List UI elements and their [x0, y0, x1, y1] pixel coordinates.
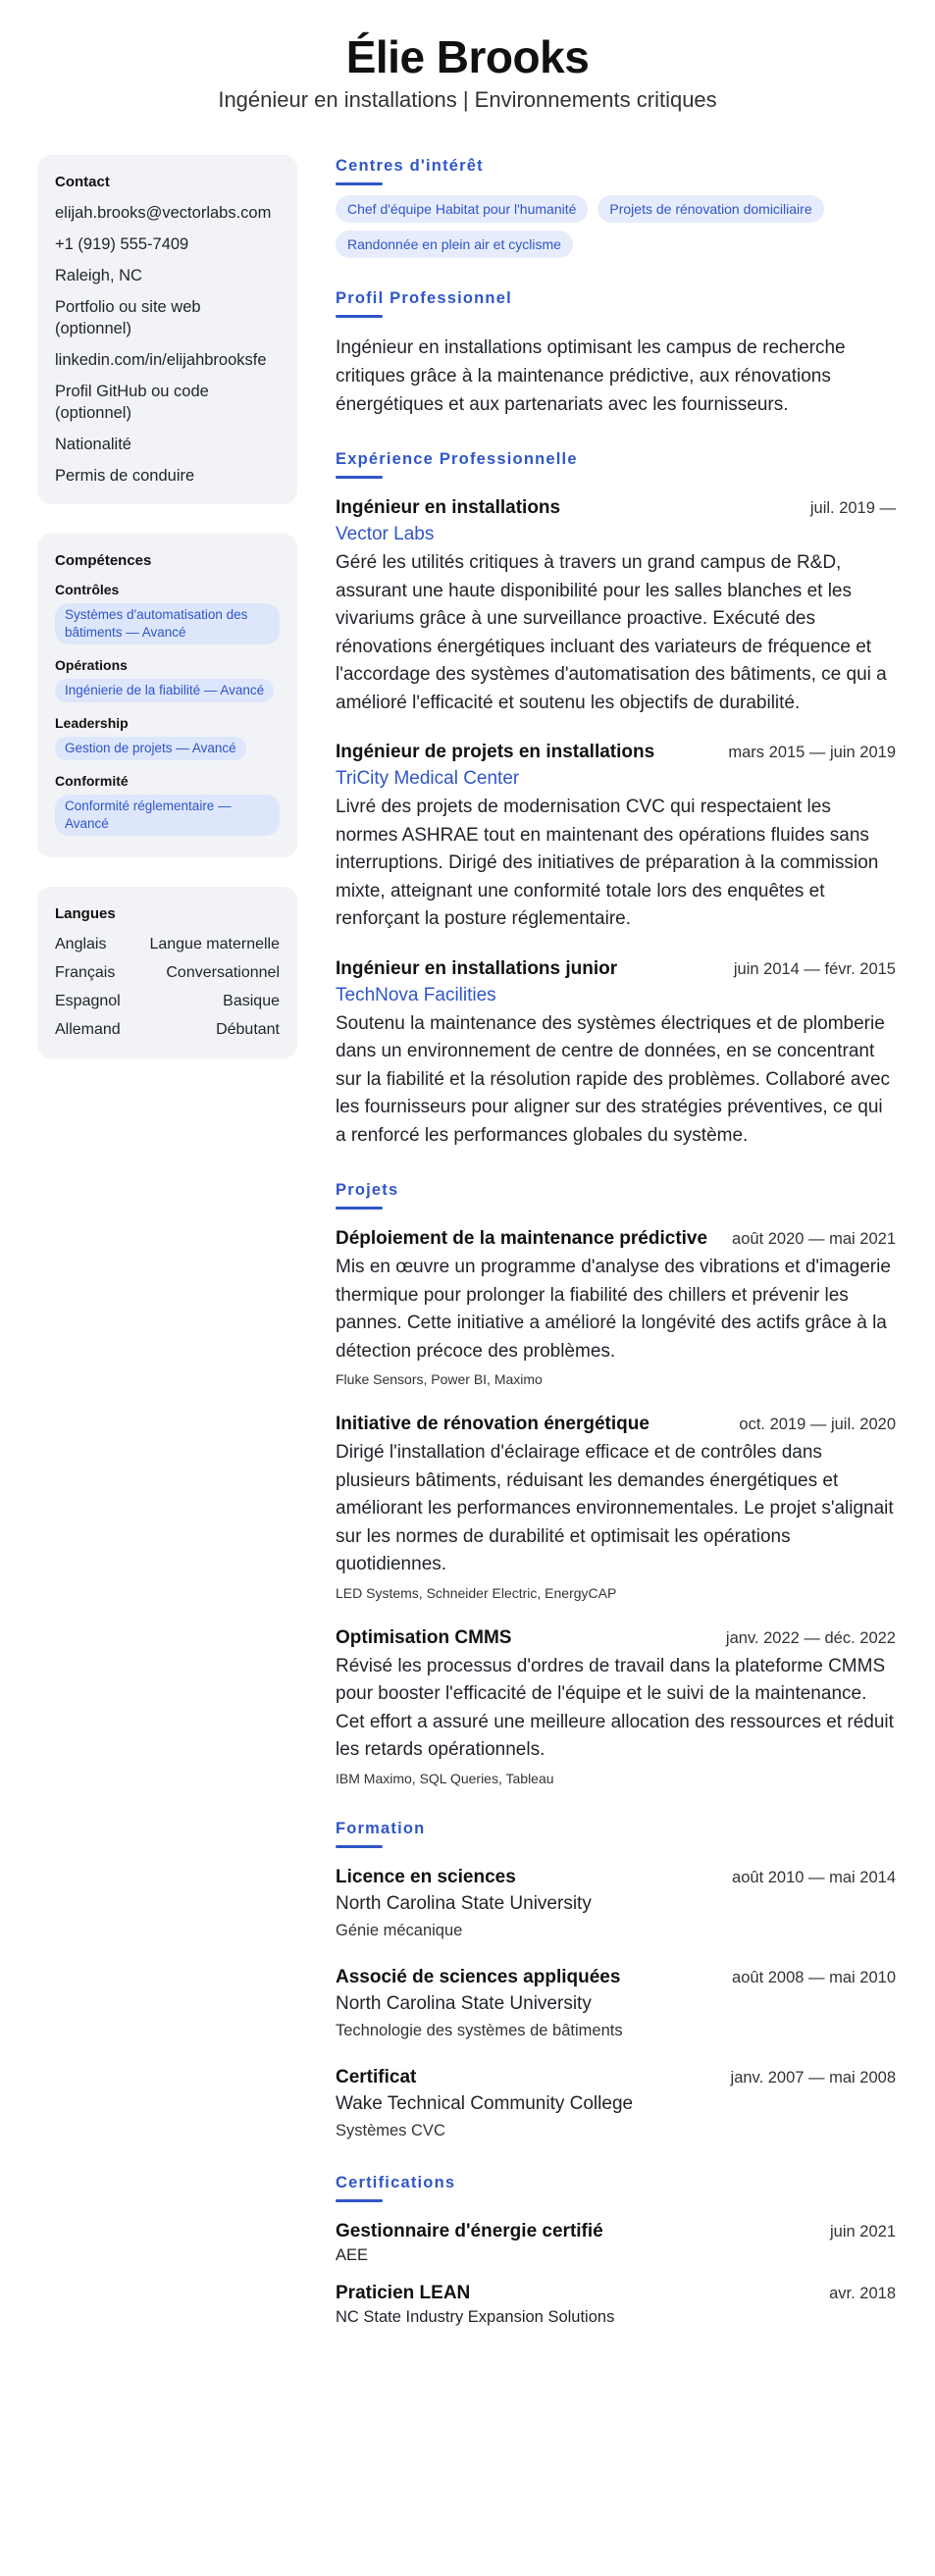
project-title: Déploiement de la maintenance prédictive: [336, 1228, 708, 1249]
study-field: Génie mécanique: [336, 1921, 463, 1939]
education-entry: [336, 1864, 896, 1942]
section-title: Profil Professionnel: [336, 289, 512, 307]
section-divider: [336, 315, 383, 318]
project-tech: LED Systems, Schneider Electric, EnergyCAP: [336, 1584, 617, 1601]
project-description: Révisé les processus d'ordres de travail dans la plateforme CMMS pour booster l'efficacité de l'équipe et le suivi de la maintenance. Cet effort a assuré une meilleure allocation des ressources et réduit les retards opérationnels.: [336, 1655, 894, 1760]
certification-issuer: NC State Industry Expansion Solutions: [336, 2307, 615, 2326]
school-name: North Carolina State University: [336, 1892, 592, 1914]
contact-nationality: Nationalité: [55, 436, 131, 453]
project-tech: IBM Maximo, SQL Queries, Tableau: [336, 1770, 554, 1786]
project-title: Optimisation CMMS: [336, 1626, 512, 1648]
education-date: août 2008 — mai 2010: [732, 1968, 896, 1986]
job-description: Soutenu la maintenance des systèmes électriques et de plomberie dans un environnement de centre de données, en se concentrant sur la fiabilité et la résolution rapide des problèmes. Collaboré avec les fournisseurs pour aligner sur des stratégies préventives, ce qui a renforcé les performances globales du système.: [336, 1012, 891, 1146]
certification-entry: [336, 2280, 896, 2328]
section-title: Projets: [336, 1181, 399, 1199]
company-name: TriCity Medical Center: [336, 768, 520, 789]
interests-chips: [336, 195, 896, 258]
resume-header: [0, 29, 935, 114]
skills-card: [37, 534, 297, 857]
skill-group: [55, 714, 280, 760]
education-entry: [336, 2064, 896, 2142]
language-name: Allemand: [55, 1021, 121, 1038]
company-name: Vector Labs: [336, 524, 435, 544]
certification-issuer: AEE: [336, 2245, 369, 2264]
study-field: Technologie des systèmes de bâtiments: [336, 2021, 623, 2039]
interest-chip: Projets de rénovation domiciliaire: [597, 195, 823, 223]
main-column: [336, 155, 896, 2357]
degree-title: Certificat: [336, 2066, 417, 2087]
skill-group: [55, 581, 280, 644]
skill-chip: Ingénierie de la fiabilité — Avancé: [55, 679, 274, 702]
experience-entry: [336, 494, 896, 717]
section-title: Centres d'intérêt: [336, 157, 484, 175]
candidate-subtitle: Ingénieur en installations | Environnements critiques: [218, 87, 717, 112]
contact-card: [37, 155, 297, 504]
projects-section: [336, 1179, 896, 1788]
job-description: Géré les utilités critiques à travers un grand campus de R&D, assurant une haute disponibilité pour les salles blanches et les vivariums grâce à une surveillance proactive. Exécuté des rénovations énergétiques incluant des variateurs de fréquence et l'accordage des systèmes d'automatisation des bâtiments, ce qui a amélioré l'efficacité et soutenu les objectifs de durabilité.: [336, 552, 887, 713]
language-level: Basique: [223, 993, 280, 1009]
job-title: Ingénieur en installations: [336, 497, 561, 518]
project-title: Initiative de rénovation énergétique: [336, 1414, 649, 1434]
skill-group: [55, 772, 280, 836]
skills-title: Compétences: [55, 552, 152, 569]
section-title: Formation: [336, 1819, 426, 1837]
candidate-name: Élie Brooks: [345, 31, 590, 82]
skill-group: [55, 656, 280, 702]
interest-chip: Chef d'équipe Habitat pour l'humanité: [336, 195, 588, 223]
language-row: [55, 962, 280, 984]
project-description: Dirigé l'installation d'éclairage efficace et de contrôles dans plusieurs bâtiments, réduisant les demandes énergétiques et améliorant les performances environnementales. Le projet s'alignait sur les normes de durabilité et optimisait les opérations quotidiennes.: [336, 1442, 894, 1574]
section-divider: [336, 2199, 383, 2202]
experience-entry: [336, 739, 896, 934]
language-level: Conversationnel: [166, 964, 280, 981]
project-date: oct. 2019 — juil. 2020: [739, 1416, 896, 1433]
degree-title: Licence en sciences: [336, 1866, 516, 1887]
interest-chip: Randonnée en plein air et cyclisme: [336, 231, 573, 258]
school-name: North Carolina State University: [336, 1992, 592, 2014]
job-title: Ingénieur de projets en installations: [336, 742, 655, 762]
project-date: août 2020 — mai 2021: [732, 1230, 896, 1248]
profile-summary: Ingénieur en installations optimisant les campus de recherche critiques grâce à la maintenance prédictive, aux rénovations énergétiques et aux partenariats avec les fournisseurs.: [336, 337, 846, 415]
experience-entry: [336, 955, 896, 1151]
contact-phone[interactable]: +1 (919) 555-7409: [55, 235, 189, 253]
contact-email[interactable]: elijah.brooks@vectorlabs.com: [55, 204, 272, 222]
certifications-section: [336, 2172, 896, 2328]
interests-section: [336, 155, 896, 258]
education-entry: [336, 1964, 896, 2042]
language-row: [55, 934, 280, 955]
job-title: Ingénieur en installations junior: [336, 957, 618, 979]
language-row: [55, 991, 280, 1012]
language-level: Débutant: [216, 1021, 280, 1038]
contact-license: Permis de conduire: [55, 467, 195, 485]
job-description: Livré des projets de modernisation CVC qui respectaient les normes ASHRAE tout en maintenant des opérations fluides sans interruptions. Dirigé des initiatives de préparation à la commission mixte, atteignant une conformité totale lors des enquêtes et renforçant la posture réglementaire.: [336, 797, 879, 929]
education-date: août 2010 — mai 2014: [732, 1868, 896, 1886]
education-section: [336, 1818, 896, 2142]
section-title: Certifications: [336, 2173, 456, 2191]
project-entry: [336, 1225, 896, 1389]
contact-location: Raleigh, NC: [55, 267, 142, 284]
profile-section: [336, 287, 896, 419]
section-divider: [336, 182, 383, 185]
school-name: Wake Technical Community College: [336, 2092, 634, 2114]
study-field: Systèmes CVC: [336, 2121, 445, 2139]
job-date: mars 2015 — juin 2019: [728, 744, 896, 761]
certification-name: Praticien LEAN: [336, 2282, 471, 2303]
company-name: TechNova Facilities: [336, 984, 496, 1005]
certification-date: juin 2021: [830, 2222, 896, 2241]
degree-title: Associé de sciences appliquées: [336, 1966, 621, 1987]
contact-portfolio: Portfolio ou site web (optionnel): [55, 298, 201, 337]
section-divider: [336, 1845, 383, 1848]
education-date: janv. 2007 — mai 2008: [730, 2068, 896, 2087]
certification-date: avr. 2018: [829, 2284, 896, 2302]
job-date: juil. 2019 —: [809, 499, 896, 517]
skill-label: Opérations: [55, 657, 128, 673]
language-row: [55, 1019, 280, 1041]
skill-label: Conformité: [55, 773, 129, 789]
project-tech: Fluke Sensors, Power BI, Maximo: [336, 1371, 543, 1387]
project-entry: [336, 1624, 896, 1788]
language-name: Espagnol: [55, 993, 121, 1009]
project-description: Mis en œuvre un programme d'analyse des vibrations et d'imagerie thermique pour prolonger la fiabilité des chillers et prévenir les pannes. Cette initiative a amélioré la longévité des actifs grâce à la détection précoce des problèmes.: [336, 1257, 891, 1362]
certification-name: Gestionnaire d'énergie certifié: [336, 2220, 603, 2241]
language-level: Langue maternelle: [149, 936, 280, 953]
skill-chip: Systèmes d'automatisation des bâtiments — Avancé: [55, 603, 280, 644]
project-date: janv. 2022 — déc. 2022: [725, 1628, 896, 1647]
language-name: Français: [55, 964, 116, 981]
job-date: juin 2014 — févr. 2015: [733, 959, 896, 978]
project-entry: [336, 1411, 896, 1603]
language-name: Anglais: [55, 936, 107, 953]
languages-title: Langues: [55, 905, 116, 922]
skill-label: Leadership: [55, 715, 129, 731]
contact-linkedin[interactable]: linkedin.com/in/elijahbrooksfe: [55, 351, 267, 369]
languages-card: [37, 887, 297, 1058]
skill-chip: Gestion de projets — Avancé: [55, 737, 246, 760]
contact-title: Contact: [55, 174, 110, 190]
section-divider: [336, 1207, 383, 1210]
certification-entry: [336, 2218, 896, 2266]
contact-github: Profil GitHub ou code (optionnel): [55, 383, 209, 422]
sidebar: [37, 155, 297, 1088]
section-divider: [336, 476, 383, 479]
skill-label: Contrôles: [55, 582, 120, 597]
section-title: Expérience Professionnelle: [336, 450, 578, 468]
experience-section: [336, 448, 896, 1150]
skill-chip: Conformité réglementaire — Avancé: [55, 795, 280, 836]
